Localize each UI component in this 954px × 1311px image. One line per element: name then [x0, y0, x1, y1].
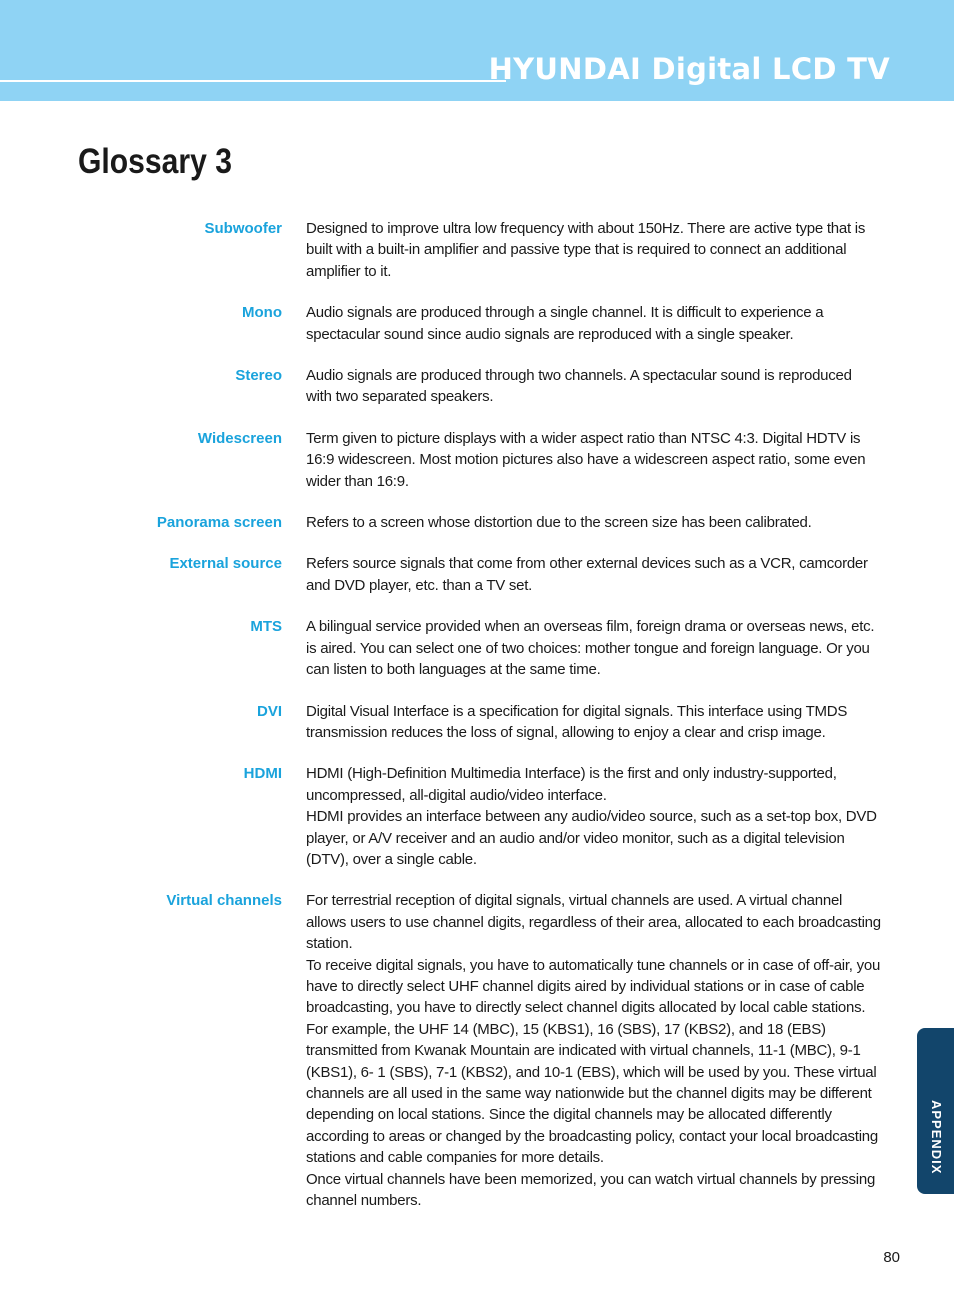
glossary-definition [306, 365, 881, 408]
brand-title: HYUNDAI Digital LCD TV [488, 52, 890, 86]
glossary-definition [306, 763, 881, 870]
glossary-definition [306, 701, 881, 744]
glossary-term: Stereo [235, 367, 282, 385]
page-number: 80 [883, 1249, 900, 1266]
definition-paragraph: A bilingual service provided when an overseas film, foreign drama or overseas news, etc. is aired. You can select one of two choices: mother tongue and foreign language. Or you can listen to both languages at the same time. [306, 618, 875, 679]
definition-paragraph: Designed to improve ultra low frequency with about 150Hz. There are active type that is built with a built-in amplifier and passive type that is required to connect an additional amplifier to it. [306, 220, 866, 280]
glossary-entry [0, 218, 954, 282]
page-title: Glossary 3 [78, 142, 232, 181]
definition-paragraph: Term given to picture displays with a wider aspect ratio than NTSC 4:3. Digital HDTV is 16:9 widescreen. Most motion pictures also have a widescreen aspect ratio, some even wider than 16:9. [306, 429, 866, 490]
header-banner [0, 0, 954, 101]
definition-paragraph: Digital Visual Interface is a specification for digital signals. This interface using TMDS transmission reduces the loss of signal, allowing to enjoy a clear and crisp image. [306, 702, 848, 741]
glossary-term: Mono [242, 304, 282, 322]
glossary-term: Panorama screen [156, 514, 282, 532]
definition-paragraph: Audio signals are produced through a single channel. It is difficult to experience a spectacular sound since audio signals are reproduced with a single speaker. [306, 304, 824, 343]
definition-paragraph: HDMI provides an interface between any audio/video source, such as a set-top box, DVD player, or A/V receiver and an audio and/or video monitor, such as a digital television (DTV), over a single cable. [306, 808, 877, 868]
definition-paragraph: Once virtual channels have been memorized, you can watch virtual channels by pressing channel numbers. [306, 1170, 876, 1210]
glossary-entry [0, 553, 954, 596]
definition-paragraph: HDMI (High-Definition Multimedia Interface) is the first and only industry-supported, uncompressed, all-digital audio/video interface. [306, 765, 837, 804]
glossary-definition [306, 302, 881, 345]
glossary-entry [0, 701, 954, 744]
definition-paragraph: Audio signals are produced through two channels. A spectacular sound is reproduced with two separated speakers. [306, 367, 852, 406]
definition-paragraph: Refers to a screen whose distortion due to the screen size has been calibrated. [306, 514, 812, 532]
glossary-entry [0, 365, 954, 408]
glossary-definition [306, 218, 881, 282]
glossary-term: MTS [250, 618, 282, 636]
appendix-tab-label [929, 1100, 943, 1136]
glossary-term: Virtual channels [166, 892, 282, 910]
glossary-term: External source [169, 555, 282, 573]
glossary-definition [306, 512, 881, 533]
glossary-term: DVI [256, 702, 282, 720]
glossary-entry [0, 428, 954, 492]
glossary-term: Widescreen [197, 429, 282, 447]
glossary-definition [306, 890, 881, 1211]
glossary-term: Subwoofer [204, 220, 282, 237]
glossary-definition [306, 553, 881, 596]
glossary-definition [306, 616, 881, 680]
glossary-definition [306, 428, 881, 492]
glossary-term: HDMI [243, 765, 282, 783]
glossary-entry [0, 616, 954, 680]
glossary-entry [0, 512, 954, 533]
header-rule [0, 80, 506, 82]
glossary-entry [0, 302, 954, 345]
glossary-entry [0, 763, 954, 870]
glossary-list [0, 218, 954, 1231]
definition-paragraph: To receive digital signals, you have to automatically tune channels or in case of off-air, you have to directly select UHF channel digits aired by individual stations or in case of cable broadcasting, you have to directly select channel digits allocated by local cable stations. For example, the UHF 14 (MBC), 15 (KBS1), 16 (SBS), 17 (KBS2), and 18 (EBS) transmitted from Kwanak Mountain are indicated with virtual channels, 11-1 (MBC), 9-1 (KBS1), 6- 1 (SBS), 7-1 (KBS2), and 10-1 (EBS), which will be used by you. These virtual channels are all used in the same way nationwide but the channel digits may be different depending on local stations. Since the digital channels may be allocated differently according to areas or changed by the broadcasting policy, contact your local broadcasting stations and cable companies for more details. [306, 956, 881, 1167]
definition-paragraph: For terrestrial reception of digital signals, virtual channels are used. A virtual channel allows users to use channel digits, regardless of their area, allocated to each broadcasting station. [306, 892, 881, 953]
definition-paragraph: Refers source signals that come from other external devices such as a VCR, camcorder and DVD player, etc. than a TV set. [306, 555, 868, 594]
glossary-entry [0, 890, 954, 1211]
